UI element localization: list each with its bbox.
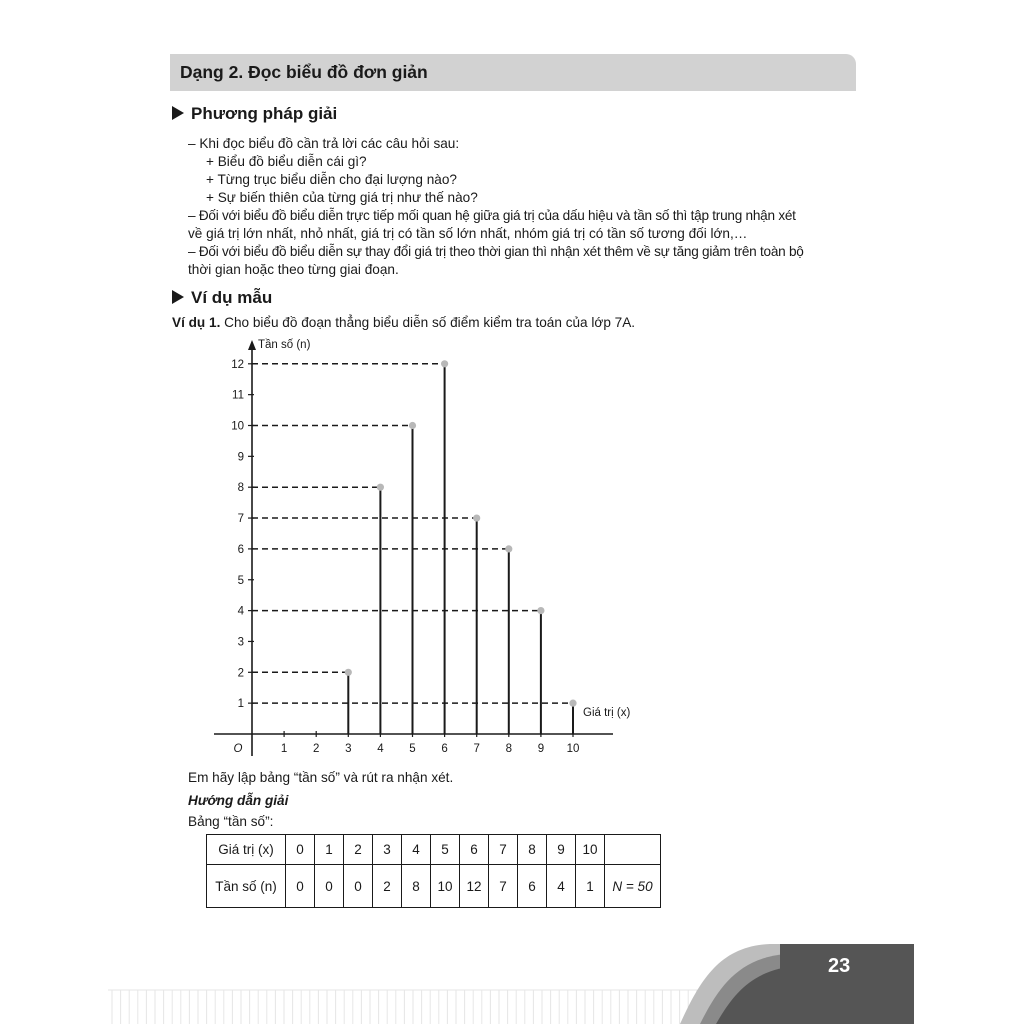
x-tick-label: 4 bbox=[377, 743, 384, 755]
data-point bbox=[345, 669, 352, 676]
table-cell: 8 bbox=[518, 835, 547, 865]
section-header-title: Dạng 2. Đọc biểu đồ đơn giản bbox=[180, 62, 428, 82]
table-cell: 3 bbox=[373, 835, 402, 865]
table-cell: 5 bbox=[431, 835, 460, 865]
y-tick-label: 7 bbox=[237, 513, 244, 526]
table-cell: 4 bbox=[402, 835, 431, 865]
data-point bbox=[409, 422, 416, 429]
table-cell: 7 bbox=[489, 835, 518, 865]
method-line: – Đối với biểu đồ biểu diễn sự thay đổi giá trị theo thời gian thì nhận xét thêm về sự tăng giảm trên toàn bộ bbox=[188, 244, 804, 259]
table-cell: 12 bbox=[460, 865, 489, 908]
triangle-bullet-icon bbox=[172, 106, 184, 120]
origin-label: O bbox=[233, 743, 243, 755]
table-cell: 0 bbox=[315, 865, 344, 908]
example-title: Ví dụ mẫu bbox=[172, 288, 272, 308]
y-tick-label: 12 bbox=[231, 358, 244, 371]
table-header-cell: Giá trị (x) bbox=[207, 835, 286, 865]
x-tick-label: 3 bbox=[345, 743, 352, 755]
solution-label: Hướng dẫn giải bbox=[188, 793, 289, 808]
table-cell: 8 bbox=[402, 865, 431, 908]
table-cell: 10 bbox=[576, 835, 605, 865]
table-cell: 4 bbox=[547, 865, 576, 908]
y-tick-label: 11 bbox=[232, 389, 244, 402]
table-cell: 0 bbox=[286, 835, 315, 865]
method-line: + Sự biến thiên của từng giá trị như thế nào? bbox=[206, 190, 478, 205]
y-axis-arrow-icon bbox=[248, 340, 256, 350]
example-label: Ví dụ 1. bbox=[172, 315, 221, 330]
x-tick-label: 2 bbox=[312, 743, 320, 755]
x-axis-label: Giá trị (x) bbox=[583, 707, 631, 719]
data-point bbox=[537, 607, 544, 614]
example-text: Cho biểu đồ đoạn thẳng biểu diễn số điểm kiểm tra toán của lớp 7A. bbox=[220, 315, 636, 330]
line-segment-chart bbox=[200, 330, 660, 760]
y-tick-label: 6 bbox=[237, 543, 244, 556]
table-cell: 1 bbox=[315, 835, 344, 865]
page-footer bbox=[0, 940, 1024, 1024]
method-line: – Đối với biểu đồ biểu diễn trực tiếp mối quan hệ giữa giá trị của dấu hiệu và tần số thì tập trung nhận xét bbox=[188, 208, 796, 223]
method-line: thời gian hoặc theo từng giai đoạn. bbox=[188, 262, 399, 277]
y-axis-label: Tần số (n) bbox=[258, 339, 311, 351]
table-cell: 6 bbox=[518, 865, 547, 908]
table-cell-empty bbox=[605, 835, 661, 865]
y-tick-label: 2 bbox=[237, 667, 244, 680]
table-total-cell: N = 50 bbox=[605, 865, 661, 908]
table-row bbox=[207, 865, 661, 908]
table-header-cell: Tần số (n) bbox=[207, 865, 286, 908]
data-point bbox=[569, 700, 576, 707]
footer-rule-lines bbox=[108, 990, 700, 1024]
x-tick-label: 5 bbox=[409, 743, 416, 755]
x-tick-label: 7 bbox=[473, 743, 480, 755]
y-tick-label: 9 bbox=[237, 451, 244, 464]
table-cell: 0 bbox=[344, 865, 373, 908]
y-tick-label: 3 bbox=[237, 636, 244, 649]
x-tick-label: 1 bbox=[280, 743, 288, 755]
example-task: Em hãy lập bảng “tần số” và rút ra nhận xét. bbox=[188, 770, 454, 785]
data-point bbox=[473, 514, 480, 521]
example-statement bbox=[172, 315, 635, 330]
data-point bbox=[505, 545, 512, 552]
section-header bbox=[170, 54, 856, 91]
method-line: về giá trị lớn nhất, nhỏ nhất, giá trị có tần số lớn nhất, nhóm giá trị có tần số tương đối lớn,… bbox=[188, 226, 748, 241]
table-cell: 2 bbox=[344, 835, 373, 865]
y-tick-label: 10 bbox=[231, 420, 244, 433]
data-point bbox=[377, 484, 384, 491]
method-line: + Từng trục biểu diễn cho đại lượng nào? bbox=[206, 172, 457, 187]
method-title: Phương pháp giải bbox=[172, 104, 337, 124]
x-tick-label: 10 bbox=[566, 743, 580, 755]
x-tick-label: 6 bbox=[441, 743, 448, 755]
y-tick-label: 4 bbox=[237, 605, 244, 618]
x-tick-label: 8 bbox=[505, 743, 513, 755]
x-tick-label: 9 bbox=[537, 743, 545, 755]
page-number: 23 bbox=[828, 955, 851, 977]
table-cell: 1 bbox=[576, 865, 605, 908]
table-cell: 10 bbox=[431, 865, 460, 908]
table-cell: 6 bbox=[460, 835, 489, 865]
table-row bbox=[207, 835, 661, 865]
triangle-bullet-icon bbox=[172, 290, 184, 304]
table-cell: 7 bbox=[489, 865, 518, 908]
table-cell: 2 bbox=[373, 865, 402, 908]
frequency-table bbox=[206, 834, 661, 908]
table-caption: Bảng “tần số”: bbox=[188, 814, 274, 829]
y-tick-label: 1 bbox=[237, 698, 244, 711]
method-line: + Biểu đồ biểu diễn cái gì? bbox=[206, 154, 367, 169]
data-point bbox=[441, 360, 448, 367]
y-tick-label: 8 bbox=[237, 482, 244, 495]
table-cell: 9 bbox=[547, 835, 576, 865]
table-cell: 0 bbox=[286, 865, 315, 908]
y-tick-label: 5 bbox=[237, 574, 244, 587]
method-line: – Khi đọc biểu đồ cần trả lời các câu hỏi sau: bbox=[188, 136, 460, 151]
